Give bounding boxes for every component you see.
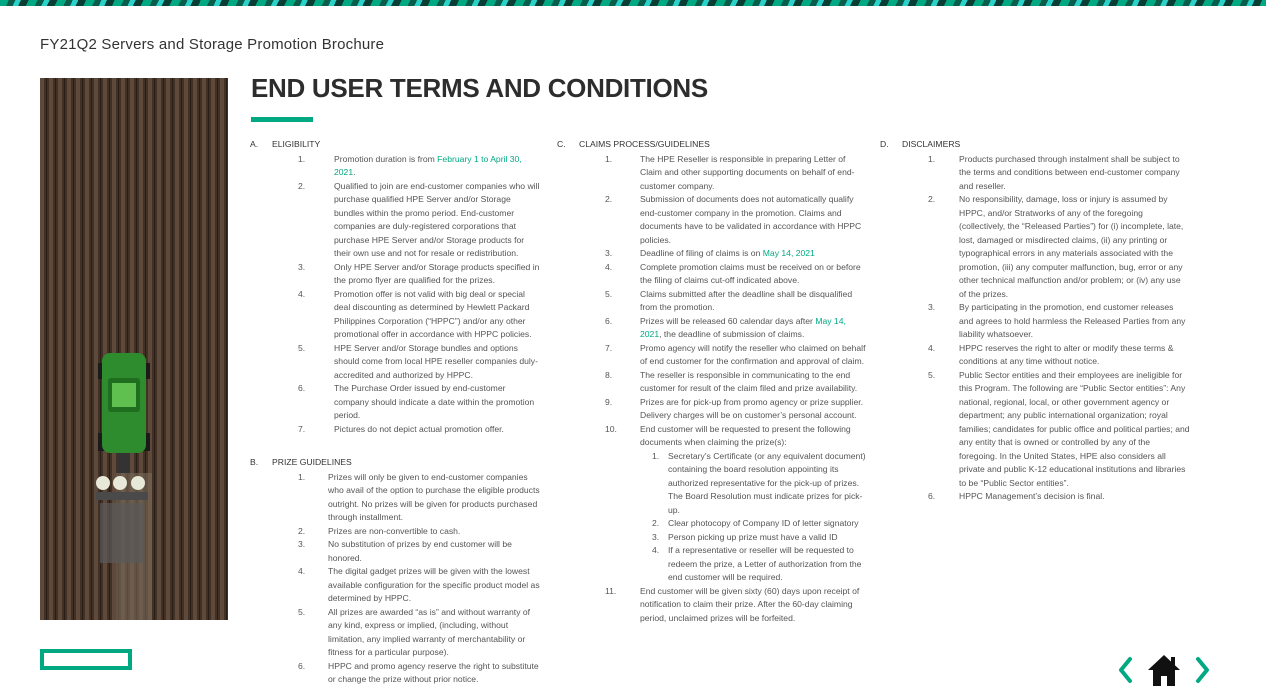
- list-item: 5. All prizes are awarded “as is” and without warranty of any kind, express or implied, (including, without limitation, any implied warranty of merchantability or fitness for a particular purpose).: [298, 606, 531, 657]
- list-item: 4. Promotion offer is not valid with big deal or special deal discounting as determined by Hewlett Packard Philippines Corporation (“HPPC”) and/or any other promotional offer in accordance with HPPC policies.: [298, 288, 532, 339]
- sub-list-item: 1. Secretary’s Certificate (or any equivalent document) containing the board resolution appointing its authorized representative for the pick-up of prizes. The Board Resolution must indicate prizes for pick-up.: [652, 450, 866, 515]
- list-item: 3. No substitution of prizes by end customer will be honored.: [298, 539, 512, 563]
- list-item: 6. Prizes will be released 60 calendar days after May 14, 2021, the deadline of submission of claims.: [605, 315, 846, 339]
- list-item: 2. Qualified to join are end-customer companies who will purchase qualified HPE Server and/or Storage bundles within the promo period. End-customer companies are duly-registered corporations that purchase HPE Server and/or Storage products for their own use and not for resale or redistribution.: [298, 180, 540, 258]
- list-item: 11. End customer will be given sixty (60) days upon receipt of notification to claim their prize. After the 60-day claiming period, unclaimed prizes will be forfeited.: [605, 585, 860, 623]
- list-item: 3. By participating in the promotion, end customer releases and agrees to hold harmless the Released Parties from any liability whatsoever.: [928, 302, 1186, 339]
- list-item: 9. Prizes are for pick-up from promo agency or prize supplier. Delivery charges will be on customer’s personal account.: [605, 396, 864, 420]
- list-item: 10. End customer will be requested to present the following documents when claiming the prize(s): 1. Secretary’s Certificate (or any equivalent document) containing the board resolution appointing its authorized representative for the pick-up of prizes. The Board Resolution must indicate prizes for pick-up. 2. Clear photocopy of Company ID of letter signatory 3. Person picking up prize must have a valid ID 4. If a representative or reseller will be requested to redeem the prize, a Letter of authorization from the end customer will be required.: [557, 423, 867, 585]
- prev-page-button[interactable]: [1116, 652, 1134, 688]
- list-item: 4. The digital gadget prizes will be given with the lowest available configuration for the specific product model as determined by HPPC.: [298, 566, 540, 603]
- chevron-left-icon: [1116, 652, 1134, 688]
- list-item: 7. Pictures do not depict actual promotion offer.: [298, 423, 504, 434]
- disclaimers-list: [880, 153, 1190, 504]
- sub-list-item: 3. Person picking up prize must have a valid ID: [652, 531, 838, 542]
- list-item: 3. Deadline of filing of claims is on May 14, 2021: [605, 248, 815, 258]
- top-decorative-stripe: [0, 0, 1266, 6]
- list-item: 2. No responsibility, damage, loss or injury is assumed by HPPC, and/or Stratworks of any of the foregoing (collectively, the “Released Parties”) for (i) incomplete, late, lost, damaged or misdirected claims, (ii) any printing or typographical errors in any materials associated with the promotion, (iii) any computer malfunction, bug, error or any other technical malfunction and/or problem; or (iv) any use of the prizes.: [928, 194, 1184, 299]
- list-item: 1. The HPE Reseller is responsible in preparing Letter of Claim and other supporting documents on behalf of end-customer company.: [605, 153, 855, 191]
- list-item: 1. Promotion duration is from February 1 to April 30, 2021.: [298, 153, 522, 177]
- prize-guidelines-list: [250, 471, 542, 687]
- hpe-logo-box: [40, 649, 132, 670]
- column-left: [250, 138, 542, 687]
- list-item: 3. Only HPE Server and/or Storage products specified in the promo flyer are qualified for the prizes.: [298, 261, 540, 285]
- tractor-field-photo: [40, 78, 228, 620]
- next-page-button[interactable]: [1194, 652, 1212, 688]
- home-icon: [1146, 652, 1182, 688]
- list-item: 6. HPPC and promo agency reserve the right to substitute or change the prize without prior notice.: [298, 660, 539, 684]
- list-item: 8. The reseller is responsible in communicating to the end customer for result of the claim filed and prize availability.: [605, 369, 858, 393]
- home-button[interactable]: [1146, 652, 1182, 688]
- section-header-prize-guidelines: B. PRIZE GUIDELINES: [250, 457, 352, 467]
- list-item: 1. Products purchased through instalment shall be subject to the terms and conditions between end-customer company and reseller.: [928, 153, 1180, 191]
- section-header-claims: C. CLAIMS PROCESS/GUIDELINES: [557, 139, 710, 149]
- claims-list: [557, 153, 867, 626]
- list-item: 4. HPPC reserves the right to alter or modify these terms & conditions at any time without notice.: [928, 342, 1174, 366]
- claim-documents-sublist: [640, 450, 867, 585]
- list-item: 2. Submission of documents does not automatically qualify end-customer company in the promotion. Claims and documents have to be validated in accordance with HPPC policies.: [605, 194, 862, 245]
- page-heading: END USER TERMS AND CONDITIONS: [251, 73, 708, 103]
- section-header-disclaimers: D. DISCLAIMERS: [880, 139, 961, 149]
- list-item: 1. Prizes will only be given to end-customer companies who avail of the option to purchase the eligible products outright. No prizes will be given for products purchased through installment.: [298, 471, 540, 522]
- sub-list-item: 2. Clear photocopy of Company ID of letter signatory: [652, 518, 859, 528]
- chevron-right-icon: [1194, 652, 1212, 688]
- list-item: 2. Prizes are non-convertible to cash.: [298, 525, 461, 536]
- eligibility-list: [250, 153, 542, 437]
- document-title: FY21Q2 Servers and Storage Promotion Brochure: [40, 36, 385, 53]
- list-item: 4. Complete promotion claims must be received on or before the filing of claims cut-off indicated above.: [605, 261, 861, 285]
- list-item: 7. Promo agency will notify the reseller who claimed on behalf of end customer for the confirmation and approval of claim.: [605, 342, 866, 366]
- list-item: 6. The Purchase Order issued by end-customer company should indicate a date within the promotion period.: [298, 383, 535, 420]
- column-middle: [557, 138, 867, 625]
- list-item: 5. HPE Server and/or Storage bundles and options should come from local HPE reseller companies duly-accredited and authorized by HPPC.: [298, 342, 538, 380]
- sub-list-item: 4. If a representative or reseller will be requested to redeem the prize, a Letter of authorization from the end customer will be required.: [652, 545, 862, 582]
- list-item: 6. HPPC Management’s decision is final.: [928, 491, 1105, 501]
- column-right: [880, 138, 1190, 504]
- list-item: 5. Claims submitted after the deadline shall be disqualified from the promotion.: [605, 288, 853, 312]
- heading-accent-bar: [251, 117, 313, 122]
- list-item: 5. Public Sector entities and their employees are ineligible for this Program. The following are “Public Sector entities”: Any national, regional, local, or other government agency or department; any public international organization; royal families; candidates for public office and political parties; and any entity that is owned or controlled by any of the foregoing. In the United States, HPE also considers all private and public K-12 educational institutions and libraries to be “Public Sector entities”.: [928, 369, 1190, 488]
- section-header-eligibility: A. ELIGIBILITY: [250, 139, 321, 149]
